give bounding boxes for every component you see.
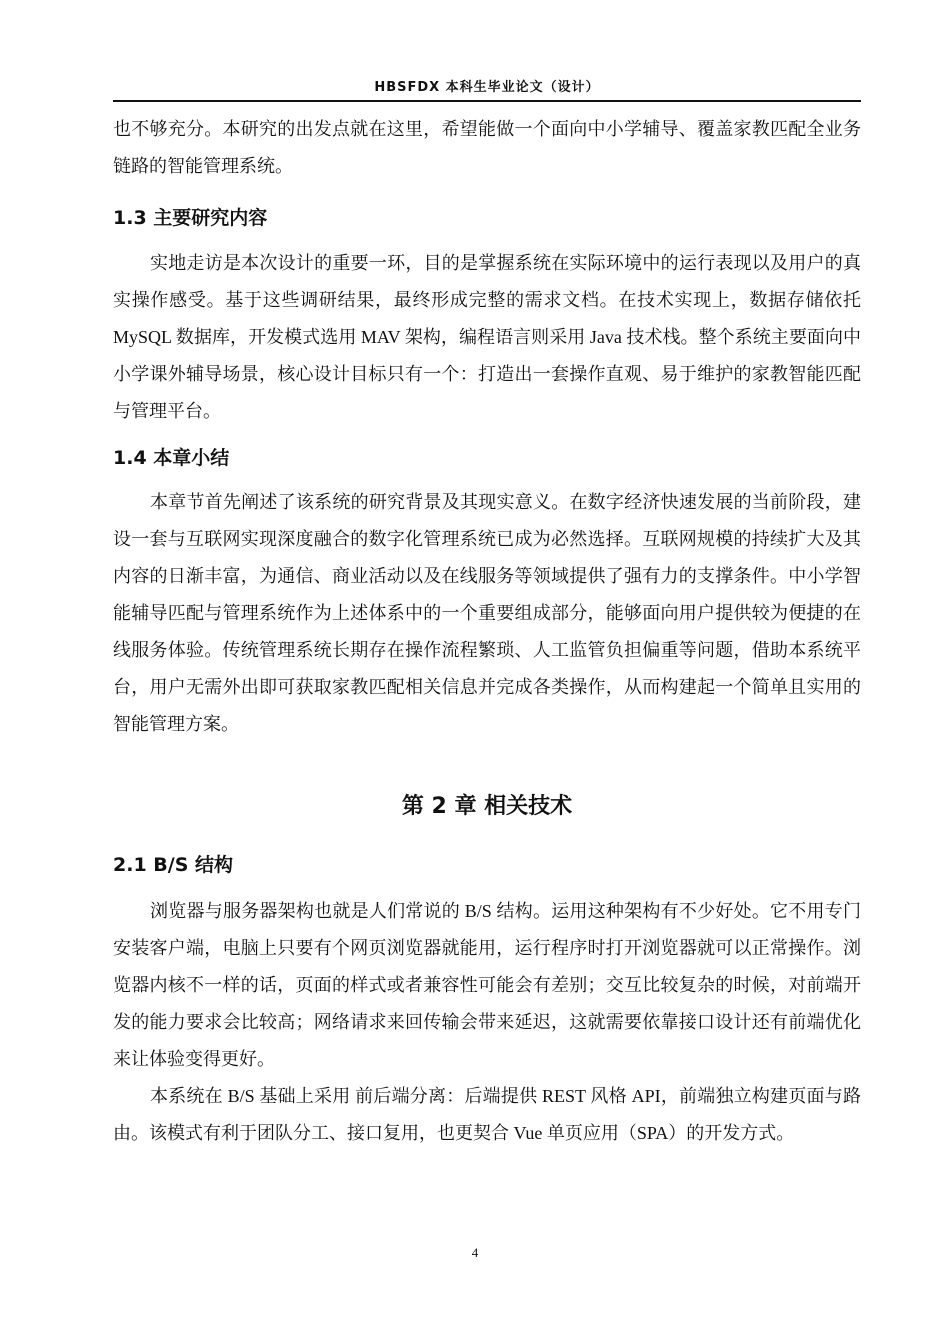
section-title-1-3: 1.3 主要研究内容 <box>113 207 268 229</box>
page-number: 4 <box>471 1245 479 1260</box>
section-title-2-1: 2.1 B/S 结构 <box>113 854 233 876</box>
paragraph-continued: 也不够充分。本研究的出发点就在这里，希望能做一个面向中小学辅导、覆盖家教匹配全业务链路的智能管理系统。 <box>113 119 861 176</box>
header-divider <box>113 100 861 102</box>
page-header-title: HBSFDX 本科生毕业论文（设计） <box>374 80 600 95</box>
section-title-1-4: 1.4 本章小结 <box>113 447 230 469</box>
page-body <box>113 111 861 1152</box>
chapter-title: 第 2 章 相关技术 <box>401 794 573 819</box>
paragraph-frontend-backend: 本系统在 B/S 基础上采用 前后端分离：后端提供 REST 风格 API，前端独立构建页面与路由。该模式有利于团队分工、接口复用，也更契合 Vue 单页应用（SPA）的开发方式。 <box>113 1086 861 1143</box>
paragraph-chapter-summary: 本章节首先阐述了该系统的研究背景及其现实意义。在数字经济快速发展的当前阶段，建设一套与互联网实现深度融合的数字化管理系统已成为必然选择。互联网规模的持续扩大及其内容的日渐丰富，为通信、商业活动以及在线服务等领域提供了强有力的支撑条件。中小学智能辅导匹配与管理系统作为上述体系中的一个重要组成部分，能够面向用户提供较为便捷的在线服务体验。传统管理系统长期存在操作流程繁琐、人工监管负担偏重等问题，借助本系统平台，用户无需外出即可获取家教匹配相关信息并完成各类操作，从而构建起一个简单且实用的智能管理方案。 <box>113 492 861 734</box>
paragraph-bs-structure: 浏览器与服务器架构也就是人们常说的 B/S 结构。运用这种架构有不少好处。它不用专门安装客户端，电脑上只要有个网页浏览器就能用，运行程序时打开浏览器就可以正常操作。浏览器内核不一样的话，页面的样式或者兼容性可能会有差别；交互比较复杂的时候，对前端开发的能力要求会比较高；网络请求来回传输会带来延迟，这就需要依靠接口设计还有前端优化来让体验变得更好。 <box>113 901 861 1069</box>
paragraph-research-content: 实地走访是本次设计的重要一环，目的是掌握系统在实际环境中的运行表现以及用户的真实操作感受。基于这些调研结果，最终形成完整的需求文档。在技术实现上，数据存储依托 MySQL 数据库，开发模式选用 MAV 架构，编程语言则采用 Java 技术栈。整个系统主要面向中小学课外辅导场景，核心设计目标只有一个：打造出一套操作直观、易于维护的家教智能匹配与管理平台。 <box>113 253 861 421</box>
